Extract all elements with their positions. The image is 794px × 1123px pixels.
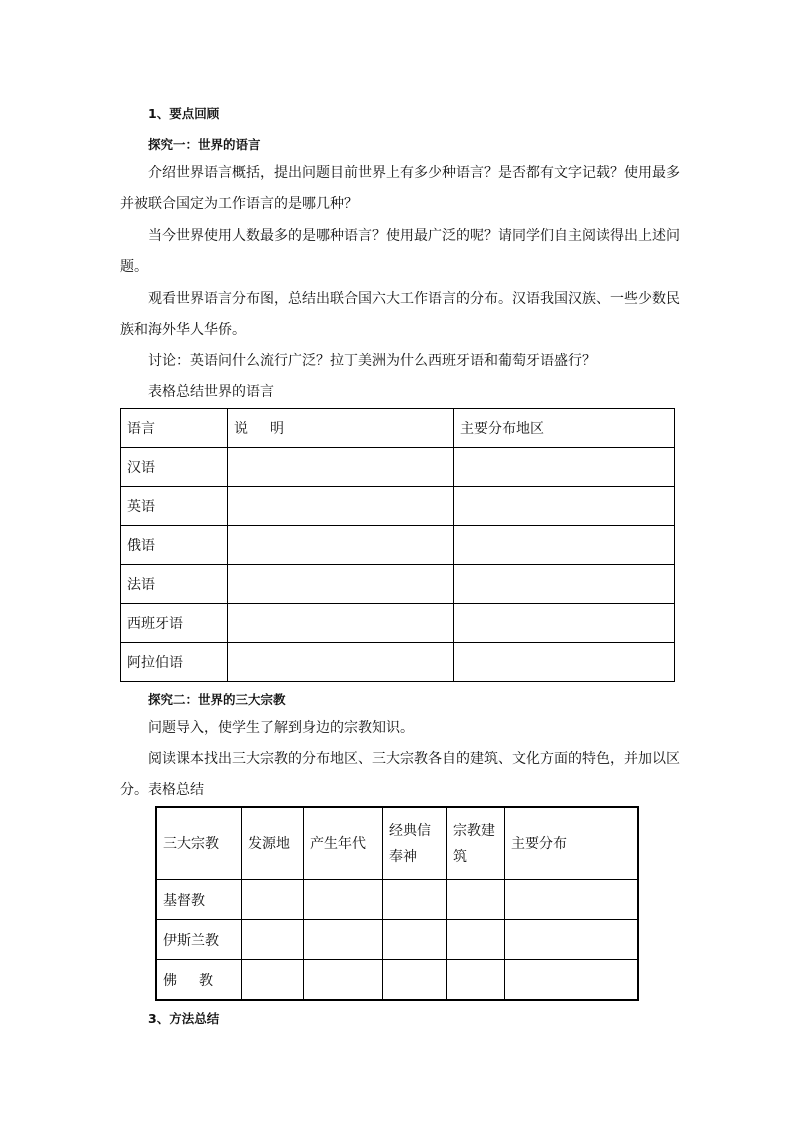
table-cell <box>454 487 675 526</box>
row-label: 基督教 <box>156 880 242 920</box>
religion-table <box>155 806 639 1001</box>
row-label: 俄语 <box>121 526 228 565</box>
table-cell <box>304 920 383 960</box>
inquiry1-paragraph-2: 当今世界使用人数最多的是哪种语言？使用最广泛的呢？请同学们自主阅读得出上述问题。 <box>120 228 680 275</box>
header-cell-region: 主要分布地区 <box>454 409 675 448</box>
row-label: 英语 <box>121 487 228 526</box>
inquiry1-paragraph-4: 讨论：英语问什么流行广泛？拉丁美洲为什么西班牙语和葡萄牙语盛行？ <box>148 353 596 369</box>
inquiry1-heading: 探究一：世界的语言 <box>148 137 261 152</box>
table-header-row <box>156 807 638 880</box>
row-label: 法语 <box>121 565 228 604</box>
table-row <box>156 920 638 960</box>
table-cell <box>228 604 454 643</box>
header-cell-scripture: 经典信奉神 <box>383 807 447 880</box>
table-row <box>156 960 638 1001</box>
table-cell <box>383 880 447 920</box>
table-cell <box>454 448 675 487</box>
inquiry1-paragraph-1: 介绍世界语言概括，提出问题目前世界上有多少种语言？是否都有文字记载？使用最多并被联合国定为工作语言的是哪几种？ <box>120 165 680 212</box>
table-cell <box>447 880 505 920</box>
row-label: 汉语 <box>121 448 228 487</box>
header-cell-description <box>228 409 454 448</box>
table-cell <box>228 487 454 526</box>
table-row <box>121 643 675 682</box>
table-row <box>121 565 675 604</box>
table-cell <box>454 604 675 643</box>
header-cell-architecture: 宗教建筑 <box>447 807 505 880</box>
table-cell <box>383 920 447 960</box>
language-table-caption: 表格总结世界的语言 <box>148 384 274 400</box>
row-label <box>156 960 242 1001</box>
table-cell <box>304 960 383 1001</box>
table-cell <box>447 920 505 960</box>
row-label: 伊斯兰教 <box>156 920 242 960</box>
inquiry2-paragraph-2: 阅读课本找出三大宗教的分布地区、三大宗教各自的建筑、文化方面的特色，并加以区分。表格总结 <box>120 751 680 798</box>
header-cell-description-text: 说明 <box>234 421 306 437</box>
row-label: 西班牙语 <box>121 604 228 643</box>
table-cell <box>454 565 675 604</box>
header-cell-origin: 发源地 <box>242 807 304 880</box>
inquiry2-heading: 探究二：世界的三大宗教 <box>148 692 286 707</box>
table-cell <box>505 920 639 960</box>
header-cell-language: 语言 <box>121 409 228 448</box>
table-cell <box>447 960 505 1001</box>
table-row <box>121 487 675 526</box>
table-cell <box>242 880 304 920</box>
header-cell-distribution: 主要分布 <box>505 807 639 880</box>
row-label-text: 佛教 <box>163 972 235 989</box>
table-cell <box>228 448 454 487</box>
table-cell <box>505 880 639 920</box>
table-cell <box>505 960 639 1001</box>
header-cell-era: 产生年代 <box>304 807 383 880</box>
table-row <box>121 448 675 487</box>
table-cell <box>304 880 383 920</box>
table-row <box>121 526 675 565</box>
table-cell <box>228 643 454 682</box>
inquiry1-paragraph-3: 观看世界语言分布图，总结出联合国六大工作语言的分布。汉语我国汉族、一些少数民族和海外华人华侨。 <box>120 291 680 338</box>
table-row <box>121 604 675 643</box>
inquiry2-paragraph-1: 问题导入，使学生了解到身边的宗教知识。 <box>148 720 414 736</box>
header-cell-religion: 三大宗教 <box>156 807 242 880</box>
row-label: 阿拉伯语 <box>121 643 228 682</box>
table-row <box>156 880 638 920</box>
language-table <box>120 408 675 682</box>
table-cell <box>383 960 447 1001</box>
section3-heading: 3、方法总结 <box>148 1011 220 1026</box>
table-cell <box>228 526 454 565</box>
table-cell <box>242 960 304 1001</box>
table-cell <box>228 565 454 604</box>
table-cell <box>454 526 675 565</box>
table-cell <box>242 920 304 960</box>
table-cell <box>454 643 675 682</box>
table-header-row <box>121 409 675 448</box>
section1-heading: 1、要点回顾 <box>148 106 220 121</box>
